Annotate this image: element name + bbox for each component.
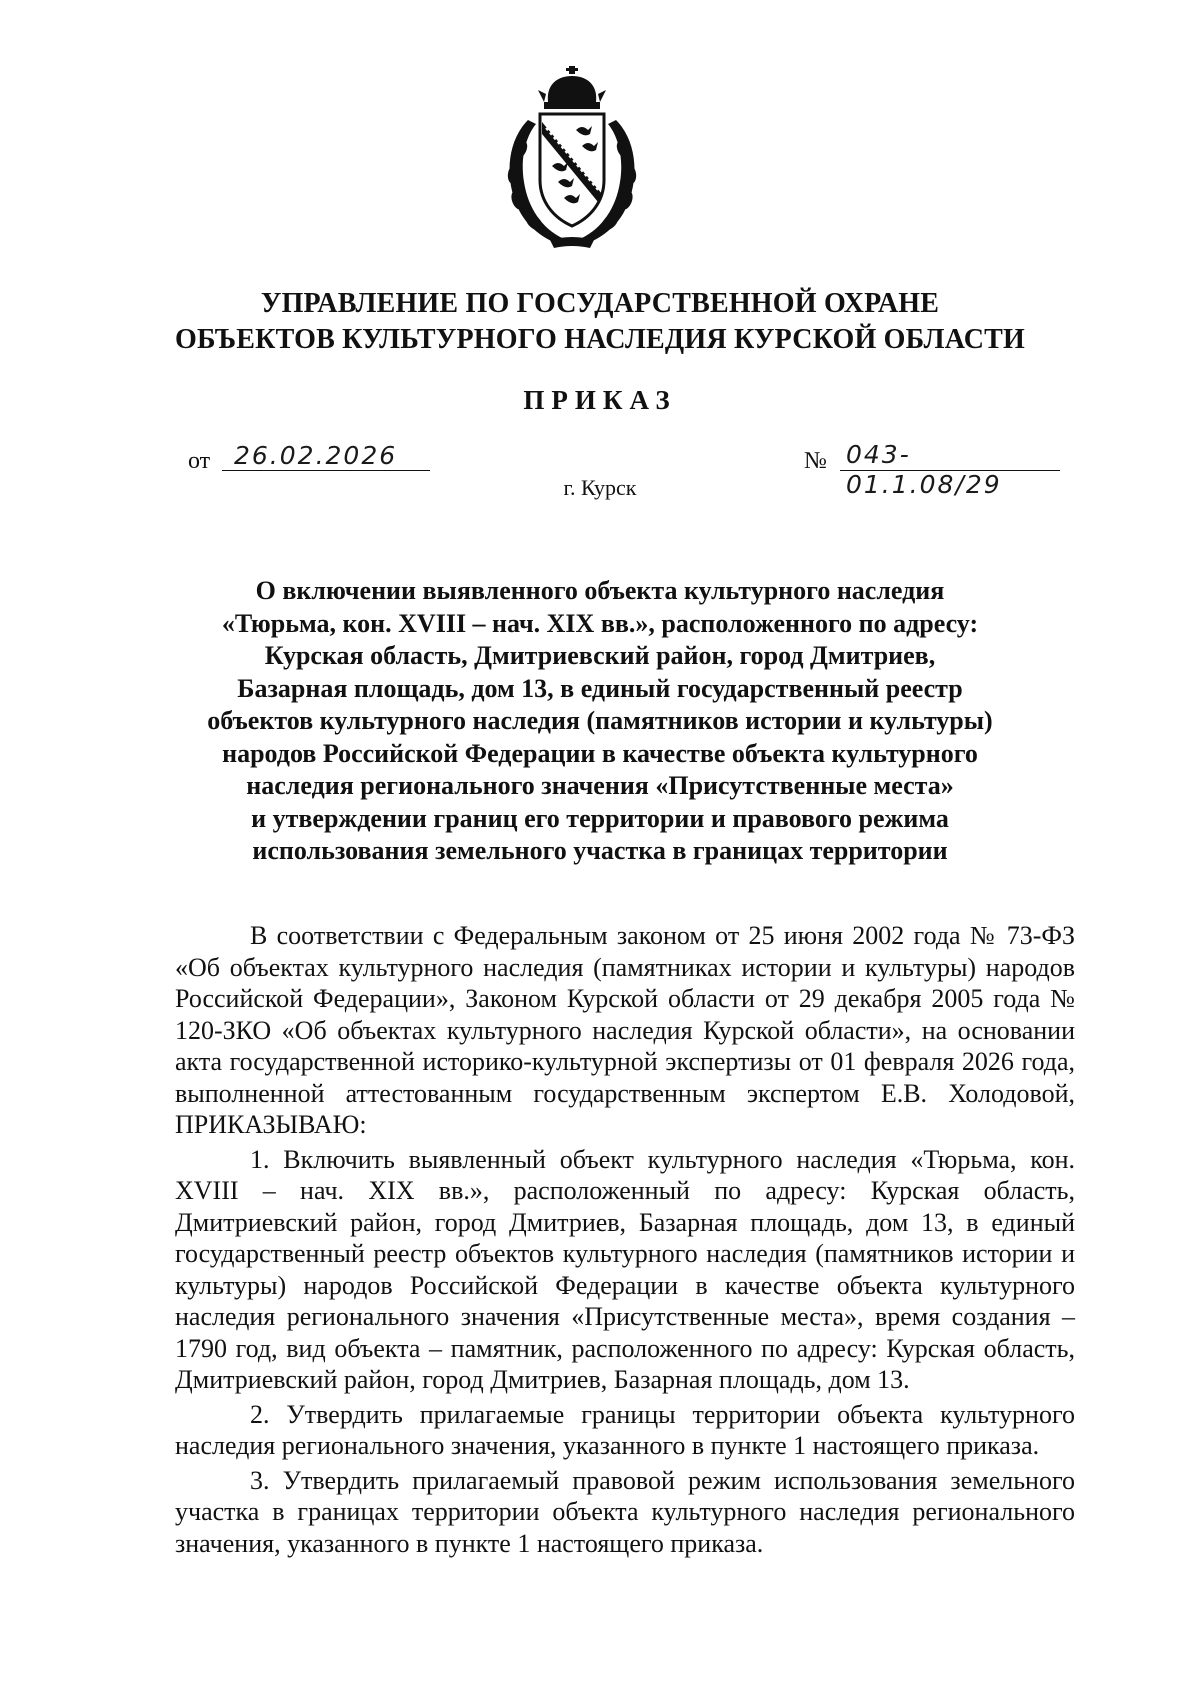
organization-name [100, 286, 1100, 358]
order-title [150, 575, 1050, 868]
document-type: ПРИКАЗ [523, 385, 677, 415]
title-line: «Тюрьма, кон. XVIII – нач. XIX вв.», расположенного по адресу: [221, 608, 979, 638]
preamble-paragraph: В соответствии с Федеральным законом от 25 июня 2002 года № 73-ФЗ «Об объектах культурного наследия (памятниках истории и культуры) народов Российской Федерации», Законом Курской области от 29 декабря 2005 года № 120-ЗКО «Об объектах культурного наследия Курской области», на основании акта государственной историко-культурной экспертизы от 01 февраля 2026 года, выполненной аттестованным государственным экспертом Е.В. Холодовой, ПРИКАЗЫВАЮ: [175, 921, 1075, 1139]
clause-3-paragraph: 3. Утвердить прилагаемый правовой режим использования земельного участка в границах территории объекта культурного наследия регионального значения, указанного в пункте 1 настоящего приказа. [175, 1465, 1075, 1558]
title-line: объектов культурного наследия (памятников истории и культуры) [207, 706, 993, 735]
organization-line-2: ОБЪЕКТОВ КУЛЬТУРНОГО НАСЛЕДИЯ КУРСКОЙ ОБЛАСТИ [174, 324, 1026, 355]
order-body [175, 920, 1075, 1559]
clause-2-paragraph: 2. Утвердить прилагаемые границы территории объекта культурного наследия регионального значения, указанного в пункте 1 настоящего приказа. [175, 1399, 1075, 1460]
date-value: 26.02.2026 [222, 442, 430, 471]
number-value: 043-01.1.08/29 [840, 440, 1060, 471]
title-line: Курская область, Дмитриевский район, город Дмитриев, [264, 641, 936, 670]
date-label: от [188, 448, 211, 474]
clause-1-paragraph: 1. Включить выявленный объект культурного наследия «Тюрьма, кон. XVIII – нач. XIX вв.», расположенный по адресу: Курская область, Дмитриевский район, город Дмитриев, Базарная площадь, дом 13, в единый государственный реестр объектов культурного наследия (памятников истории и культуры) народов Российской Федерации в качестве объекта культурного наследия регионального значения «Присутственные места», время создания – 1790 год, вид объекта – памятник, расположенного по адресу: Курская область, Дмитриевский район, город Дмитриев, Базарная площадь, дом 13. [175, 1144, 1075, 1394]
coat-of-arms-icon [498, 62, 646, 250]
title-line: наследия регионального значения «Присутственные места» [246, 771, 954, 800]
title-line: О включении выявленного объекта культурного наследия [255, 576, 945, 605]
city: г. Курск [563, 475, 637, 500]
title-line: использования земельного участка в границах территории [252, 836, 948, 865]
title-line: и утверждении границ его территории и правового режима [251, 803, 949, 833]
title-line: народов Российской Федерации в качестве объекта культурного [222, 738, 978, 768]
number-label: № [804, 448, 827, 474]
organization-line-1: УПРАВЛЕНИЕ ПО ГОСУДАРСТВЕННОЙ ОХРАНЕ [260, 288, 940, 319]
title-line: Базарная площадь, дом 13, в единый государственный реестр [237, 673, 963, 703]
